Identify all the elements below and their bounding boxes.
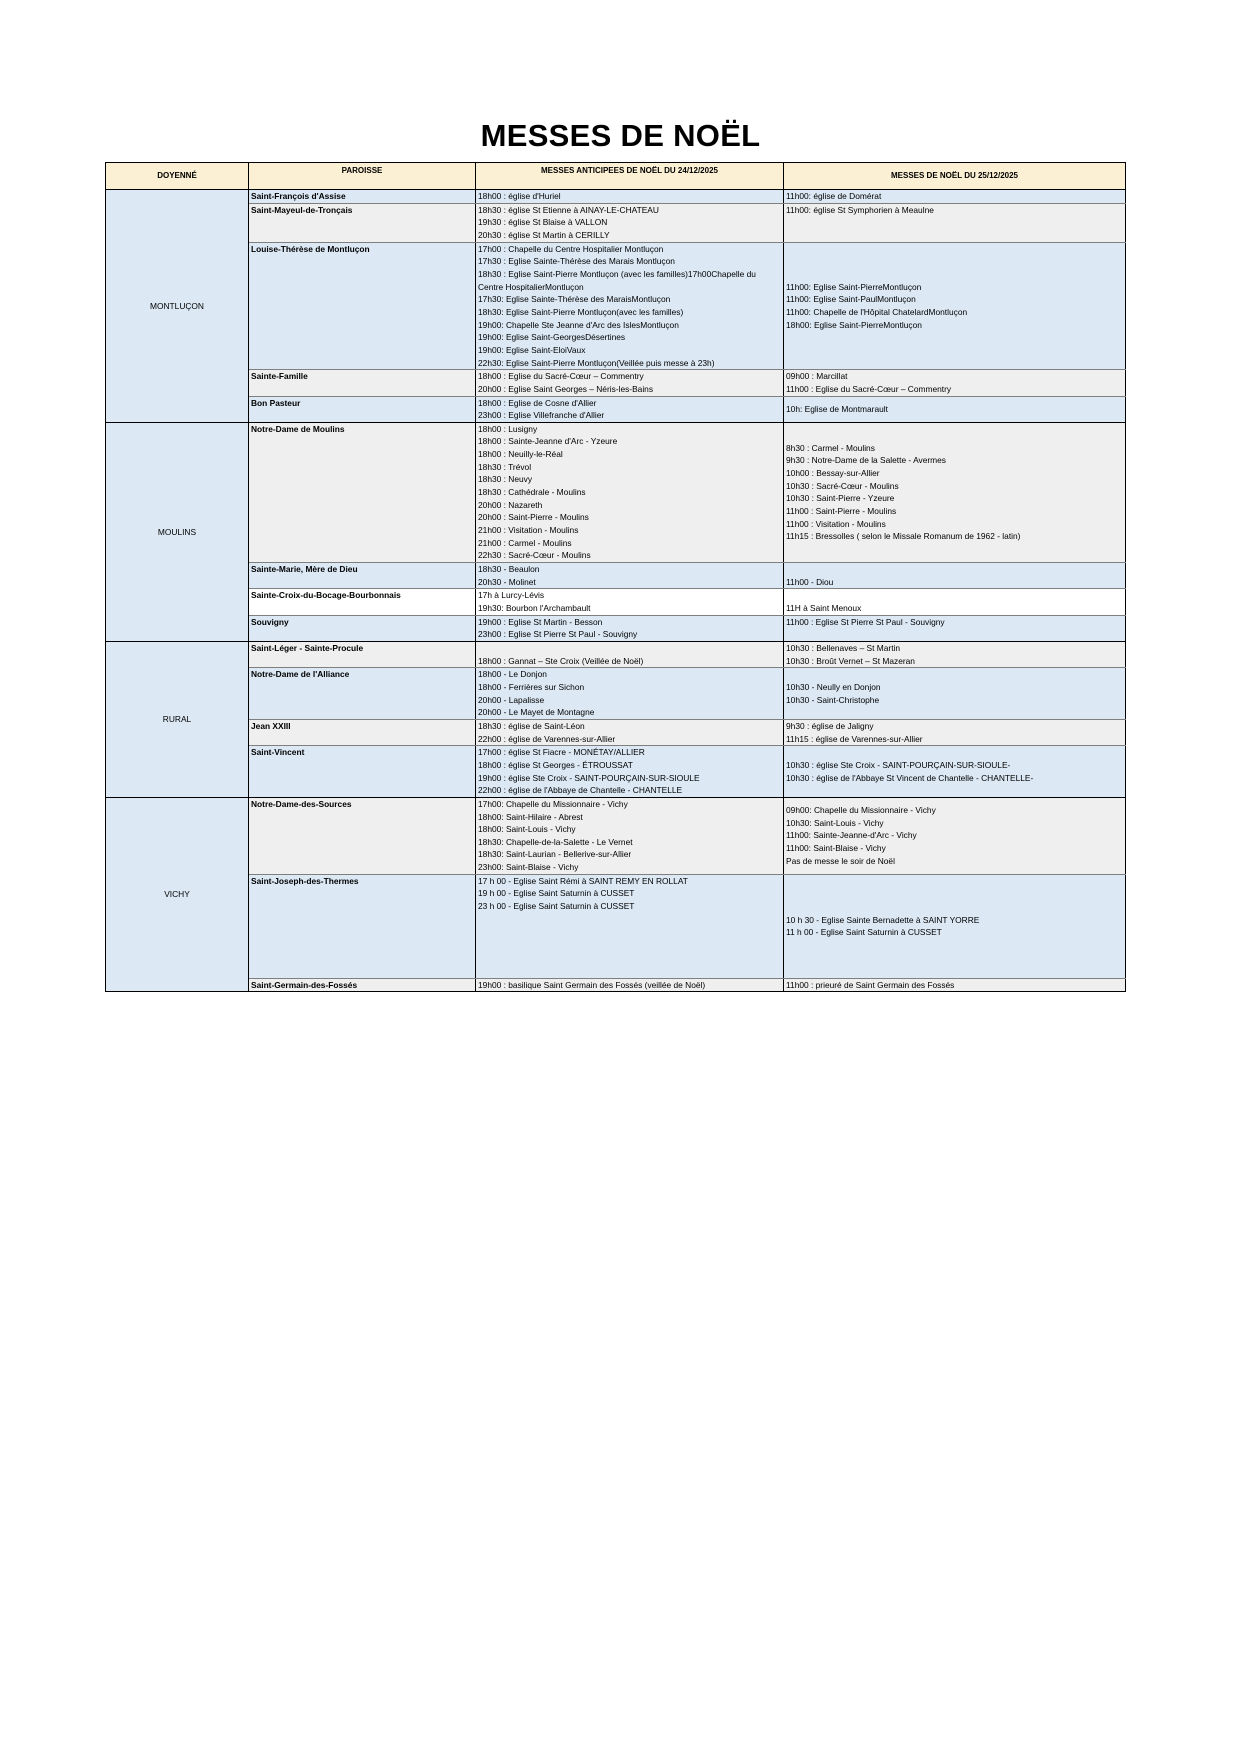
- mass-entry: 18h00 - Le Donjon: [478, 669, 547, 680]
- mass-schedule-table: [105, 162, 1126, 992]
- mass-entry: 11h00: église St Symphorien à Meaulne: [786, 204, 934, 215]
- table-row: [106, 746, 1126, 798]
- mass-entry: 11h00: Eglise Saint-PaulMontluçon: [786, 294, 916, 305]
- mass-entry: 11h00 : Visitation - Moulins: [786, 518, 886, 529]
- header-messes-25: MESSES DE NOËL DU 25/12/2025: [784, 163, 1126, 190]
- mass-entry: 9h30 : église de Jaligny: [786, 720, 874, 731]
- mass-entry: 11h00 - Diou: [786, 576, 834, 587]
- mass-entry: 23h00 : Eglise Villefranche d'Allier: [478, 410, 605, 421]
- mass-entry: 18h00 : église d'Huriel: [478, 191, 561, 201]
- mass-entry: 19h00: Eglise Saint-EloiVaux: [478, 344, 586, 355]
- messes-24-cell: [476, 797, 784, 874]
- mass-entry: 18h30 : Cathédrale - Moulins: [478, 487, 586, 498]
- table-body: [106, 190, 1126, 992]
- table-row: [106, 615, 1126, 641]
- mass-entry: 10h30 : Broût Vernet – St Mazeran: [786, 655, 915, 666]
- header-row: [106, 163, 1126, 190]
- mass-entry: 18h00 : Lusigny: [478, 423, 538, 434]
- mass-entry: 10h: Eglise de Montmarault: [786, 403, 888, 414]
- paroisse-cell: Saint-Léger - Sainte-Procule: [249, 641, 476, 667]
- mass-entry: 18h00: Eglise Saint-PierreMontluçon: [786, 319, 922, 330]
- header-paroisse: PAROISSE: [249, 163, 476, 190]
- paroisse-cell: Saint-Mayeul-de-Tronçais: [249, 203, 476, 242]
- mass-entry: 17h à Lurcy-Lévis: [478, 590, 545, 601]
- mass-entry: 19h00 : église Ste Croix - SAINT-POURÇAIN-SUR-SIOULE: [478, 772, 700, 783]
- mass-entry: 11h00: Saint-Blaise - Vichy: [786, 843, 886, 854]
- messes-25-cell: [784, 797, 1126, 874]
- messes-24-cell: [476, 396, 784, 422]
- messes-24-cell: [476, 370, 784, 396]
- table-row: [106, 641, 1126, 667]
- header-messes-24: MESSES ANTICIPEES DE NOËL DU 24/12/2025: [476, 163, 784, 190]
- mass-entry: 18h00 : Eglise du Sacré-Cœur – Commentry: [478, 371, 644, 382]
- mass-entry: 10h30 - Saint-Christophe: [786, 694, 880, 705]
- messes-25-cell: [784, 719, 1126, 745]
- table-row: [106, 563, 1126, 589]
- header-doyenne: DOYENNÉ: [106, 163, 249, 190]
- mass-entry: 11h00 : prieuré de Saint Germain des Fossés: [786, 979, 955, 990]
- mass-entry: 18h30: Saint-Laurian - Bellerive-sur-Allier: [478, 849, 632, 860]
- mass-entry: 17h00 : église St Fiacre - MONÉTAY/ALLIER: [478, 747, 645, 758]
- mass-entry: 18h00 - Ferrières sur Sichon: [478, 681, 585, 692]
- mass-entry: 20h30 - Molinet: [478, 576, 536, 587]
- messes-24-cell: [476, 668, 784, 720]
- mass-entry: 18h30 : église de Saint-Léon: [478, 720, 585, 731]
- mass-entry: 10h30 : église Ste Croix - SAINT-POURÇAIN-SUR-SIOULE-: [786, 759, 1011, 770]
- messes-25-cell: [784, 978, 1126, 992]
- mass-entry: 10 h 30 - Eglise Sainte Bernadette à SAINT YORRE: [786, 914, 980, 925]
- mass-entry: 11h00: Chapelle de l'Hôpital ChatelardMontluçon: [786, 306, 968, 317]
- mass-entry: Centre HospitalierMontluçon: [478, 281, 584, 292]
- mass-entry: 18h30 : Eglise Saint-Pierre Montluçon (avec les familles)17h00Chapelle du: [478, 268, 756, 279]
- paroisse-cell: Louise-Thérèse de Montluçon: [249, 242, 476, 370]
- mass-entry: 22h00 : église de Varennes-sur-Allier: [478, 733, 616, 744]
- messes-25-cell: [784, 563, 1126, 589]
- messes-24-cell: [476, 874, 784, 978]
- mass-entry: 18h30 : église St Etienne à AINAY-LE-CHATEAU: [478, 204, 659, 215]
- mass-entry: 9h30 : Notre-Dame de la Salette - Avermes: [786, 455, 946, 466]
- mass-entry: 11h15 : Bressolles ( selon le Missale Romanum de 1962 - latin): [786, 531, 1021, 542]
- messes-25-cell: [784, 874, 1126, 978]
- mass-entry: 18h00: Saint-Hilaire - Abrest: [478, 811, 583, 822]
- mass-entry: 22h30: Eglise Saint-Pierre Montluçon(Veillée puis messe à 23h): [478, 357, 715, 368]
- messes-24-cell: [476, 589, 784, 615]
- doyenne-cell: MOULINS: [106, 422, 249, 641]
- messes-24-cell: [476, 746, 784, 798]
- paroisse-cell: Souvigny: [249, 615, 476, 641]
- mass-entry: 17h30: Eglise Sainte-Thérèse des MaraisMontluçon: [478, 294, 671, 305]
- messes-25-cell: [784, 615, 1126, 641]
- mass-entry: 8h30 : Carmel - Moulins: [786, 442, 875, 453]
- mass-entry: 18h00 : Eglise de Cosne d'Allier: [478, 397, 597, 408]
- mass-entry: 21h00 : Visitation - Moulins: [478, 525, 579, 536]
- mass-entry: 19h30: Bourbon l'Archambault: [478, 603, 591, 613]
- mass-entry: 20h00 - Le Mayet de Montagne: [478, 707, 595, 718]
- mass-entry: 17 h 00 - Eglise Saint Rémi à SAINT REMY EN ROLLAT: [478, 875, 688, 886]
- table-row: [106, 589, 1126, 615]
- mass-entry: 18h00 : Neuilly-le-Réal: [478, 449, 563, 460]
- mass-entry: 18h30 - Beaulon: [478, 564, 540, 575]
- table-row: [106, 874, 1126, 978]
- messes-24-cell: [476, 422, 784, 562]
- mass-entry: 10h30 : Sacré-Cœur - Moulins: [786, 480, 899, 491]
- messes-25-cell: [784, 242, 1126, 370]
- mass-entry: 18h00 : Gannat – Ste Croix (Veillée de Noël): [478, 655, 644, 666]
- mass-entry: 20h30 : église St Martin à CERILLY: [478, 229, 610, 240]
- mass-entry: 19h30 : église St Blaise à VALLON: [478, 217, 608, 228]
- mass-entry: 09h00 : Marcillat: [786, 371, 848, 382]
- mass-entry: 11h00: église de Domérat: [786, 191, 882, 201]
- messes-25-cell: [784, 668, 1126, 720]
- messes-24-cell: [476, 563, 784, 589]
- table-row: [106, 978, 1126, 992]
- mass-entry: 19h00: Chapelle Ste Jeanne d'Arc des IslesMontluçon: [478, 319, 679, 330]
- mass-entry: 22h30 : Sacré-Cœur - Moulins: [478, 550, 591, 561]
- mass-entry: 11h00: Sainte-Jeanne-d'Arc - Vichy: [786, 830, 917, 841]
- mass-entry: 22h00 : église de l'Abbaye de Chantelle - CHANTELLE: [478, 785, 683, 796]
- mass-entry: 17h30 : Eglise Sainte-Thérèse des Marais Montluçon: [478, 256, 675, 267]
- mass-entry: 20h00 - Lapalisse: [478, 694, 545, 705]
- mass-entry: 09h00: Chapelle du Missionnaire - Vichy: [786, 805, 936, 816]
- messes-25-cell: [784, 370, 1126, 396]
- paroisse-cell: Sainte-Marie, Mère de Dieu: [249, 563, 476, 589]
- mass-entry: 11 h 00 - Eglise Saint Saturnin à CUSSET: [786, 927, 942, 938]
- mass-entry: 19h00 : Eglise St Martin - Besson: [478, 616, 603, 627]
- messes-24-cell: [476, 203, 784, 242]
- paroisse-cell: Notre-Dame de l'Alliance: [249, 668, 476, 720]
- paroisse-cell: Jean XXIII: [249, 719, 476, 745]
- mass-entry: 11H à Saint Menoux: [786, 603, 862, 613]
- messes-25-cell: [784, 746, 1126, 798]
- mass-entry: 23h00: Saint-Blaise - Vichy: [478, 862, 579, 873]
- mass-entry: 18h00: Saint-Louis - Vichy: [478, 824, 576, 835]
- table-row: [106, 203, 1126, 242]
- messes-24-cell: [476, 615, 784, 641]
- mass-entry: 11h00 : Eglise du Sacré-Cœur – Commentry: [786, 383, 952, 394]
- messes-25-cell: [784, 396, 1126, 422]
- doyenne-cell: RURAL: [106, 641, 249, 797]
- messes-24-cell: [476, 641, 784, 667]
- mass-entry: 19h00: Eglise Saint-GeorgesDésertines: [478, 332, 626, 343]
- paroisse-cell: Notre-Dame de Moulins: [249, 422, 476, 562]
- mass-entry: 10h30 : Saint-Pierre - Yzeure: [786, 493, 895, 504]
- mass-entry: 19h00 : basilique Saint Germain des Fossés (veillée de Noël): [478, 979, 706, 990]
- mass-entry: 11h00: Eglise Saint-PierreMontluçon: [786, 281, 922, 292]
- paroisse-cell: Notre-Dame-des-Sources: [249, 797, 476, 874]
- mass-entry: 10h30 : Bellenaves – St Martin: [786, 642, 901, 653]
- paroisse-cell: Sainte-Croix-du-Bocage-Bourbonnais: [249, 589, 476, 615]
- messes-25-cell: [784, 589, 1126, 615]
- paroisse-cell: Saint-Vincent: [249, 746, 476, 798]
- table-row: [106, 422, 1126, 562]
- mass-entry: 18h00 : église St Georges - ÉTROUSSAT: [478, 759, 633, 770]
- mass-entry: 11h00 : Eglise St Pierre St Paul - Souvigny: [786, 616, 945, 627]
- table-row: [106, 370, 1126, 396]
- mass-entry: Pas de messe le soir de Noël: [786, 855, 895, 866]
- paroisse-cell: Saint-Joseph-des-Thermes: [249, 874, 476, 978]
- mass-entry: 21h00 : Carmel - Moulins: [478, 537, 572, 548]
- mass-entry: 10h30 : église de l'Abbaye St Vincent de Chantelle - CHANTELLE-: [786, 772, 1034, 783]
- page-title: MESSES DE NOËL: [480, 118, 761, 153]
- messes-24-cell: [476, 719, 784, 745]
- mass-entry: 18h30 : Trévol: [478, 461, 532, 472]
- mass-entry: 11h00 : Saint-Pierre - Moulins: [786, 506, 897, 517]
- table-row: [106, 396, 1126, 422]
- doyenne-cell: MONTLUÇON: [106, 190, 249, 423]
- mass-entry: 17h00: Chapelle du Missionnaire - Vichy: [478, 798, 628, 809]
- paroisse-cell: Sainte-Famille: [249, 370, 476, 396]
- messes-25-cell: [784, 190, 1126, 204]
- doyenne-cell: VICHY: [106, 797, 249, 992]
- table-row: [106, 190, 1126, 204]
- mass-entry: 11h15 : église de Varennes-sur-Allier: [786, 733, 923, 744]
- mass-entry: 18h30 : Neuvy: [478, 474, 533, 485]
- table-row: [106, 242, 1126, 370]
- table-row: [106, 797, 1126, 874]
- mass-entry: 10h30 - Neully en Donjon: [786, 681, 881, 692]
- mass-entry: 17h00 : Chapelle du Centre Hospitalier Montluçon: [478, 243, 664, 254]
- mass-entry: 10h30: Saint-Louis - Vichy: [786, 817, 884, 828]
- messes-25-cell: [784, 641, 1126, 667]
- paroisse-cell: Saint-François d'Assise: [249, 190, 476, 204]
- mass-entry: 20h00 : Saint-Pierre - Moulins: [478, 512, 589, 523]
- mass-entry: 20h00 : Nazareth: [478, 499, 543, 510]
- mass-entry: 18h30: Eglise Saint-Pierre Montluçon(avec les familles): [478, 306, 684, 317]
- mass-entry: 18h30: Chapelle-de-la-Salette - Le Vernet: [478, 836, 633, 847]
- paroisse-cell: Saint-Germain-des-Fossés: [249, 978, 476, 992]
- mass-entry: 23h00 : Eglise St Pierre St Paul - Souvigny: [478, 629, 638, 640]
- mass-entry: 19 h 00 - Eglise Saint Saturnin à CUSSET: [478, 888, 635, 899]
- messes-24-cell: [476, 978, 784, 992]
- mass-entry: 10h00 : Bessay-sur-Allier: [786, 468, 880, 479]
- paroisse-cell: Bon Pasteur: [249, 396, 476, 422]
- mass-entry: 20h00 : Eglise Saint Georges – Néris-les-Bains: [478, 383, 654, 394]
- messes-24-cell: [476, 190, 784, 204]
- table-row: [106, 668, 1126, 720]
- mass-entry: 18h00 : Sainte-Jeanne d'Arc - Yzeure: [478, 436, 618, 447]
- mass-entry: 23 h 00 - Eglise Saint Saturnin à CUSSET: [478, 901, 635, 912]
- table-row: [106, 719, 1126, 745]
- messes-25-cell: [784, 422, 1126, 562]
- messes-25-cell: [784, 203, 1126, 242]
- messes-24-cell: [476, 242, 784, 370]
